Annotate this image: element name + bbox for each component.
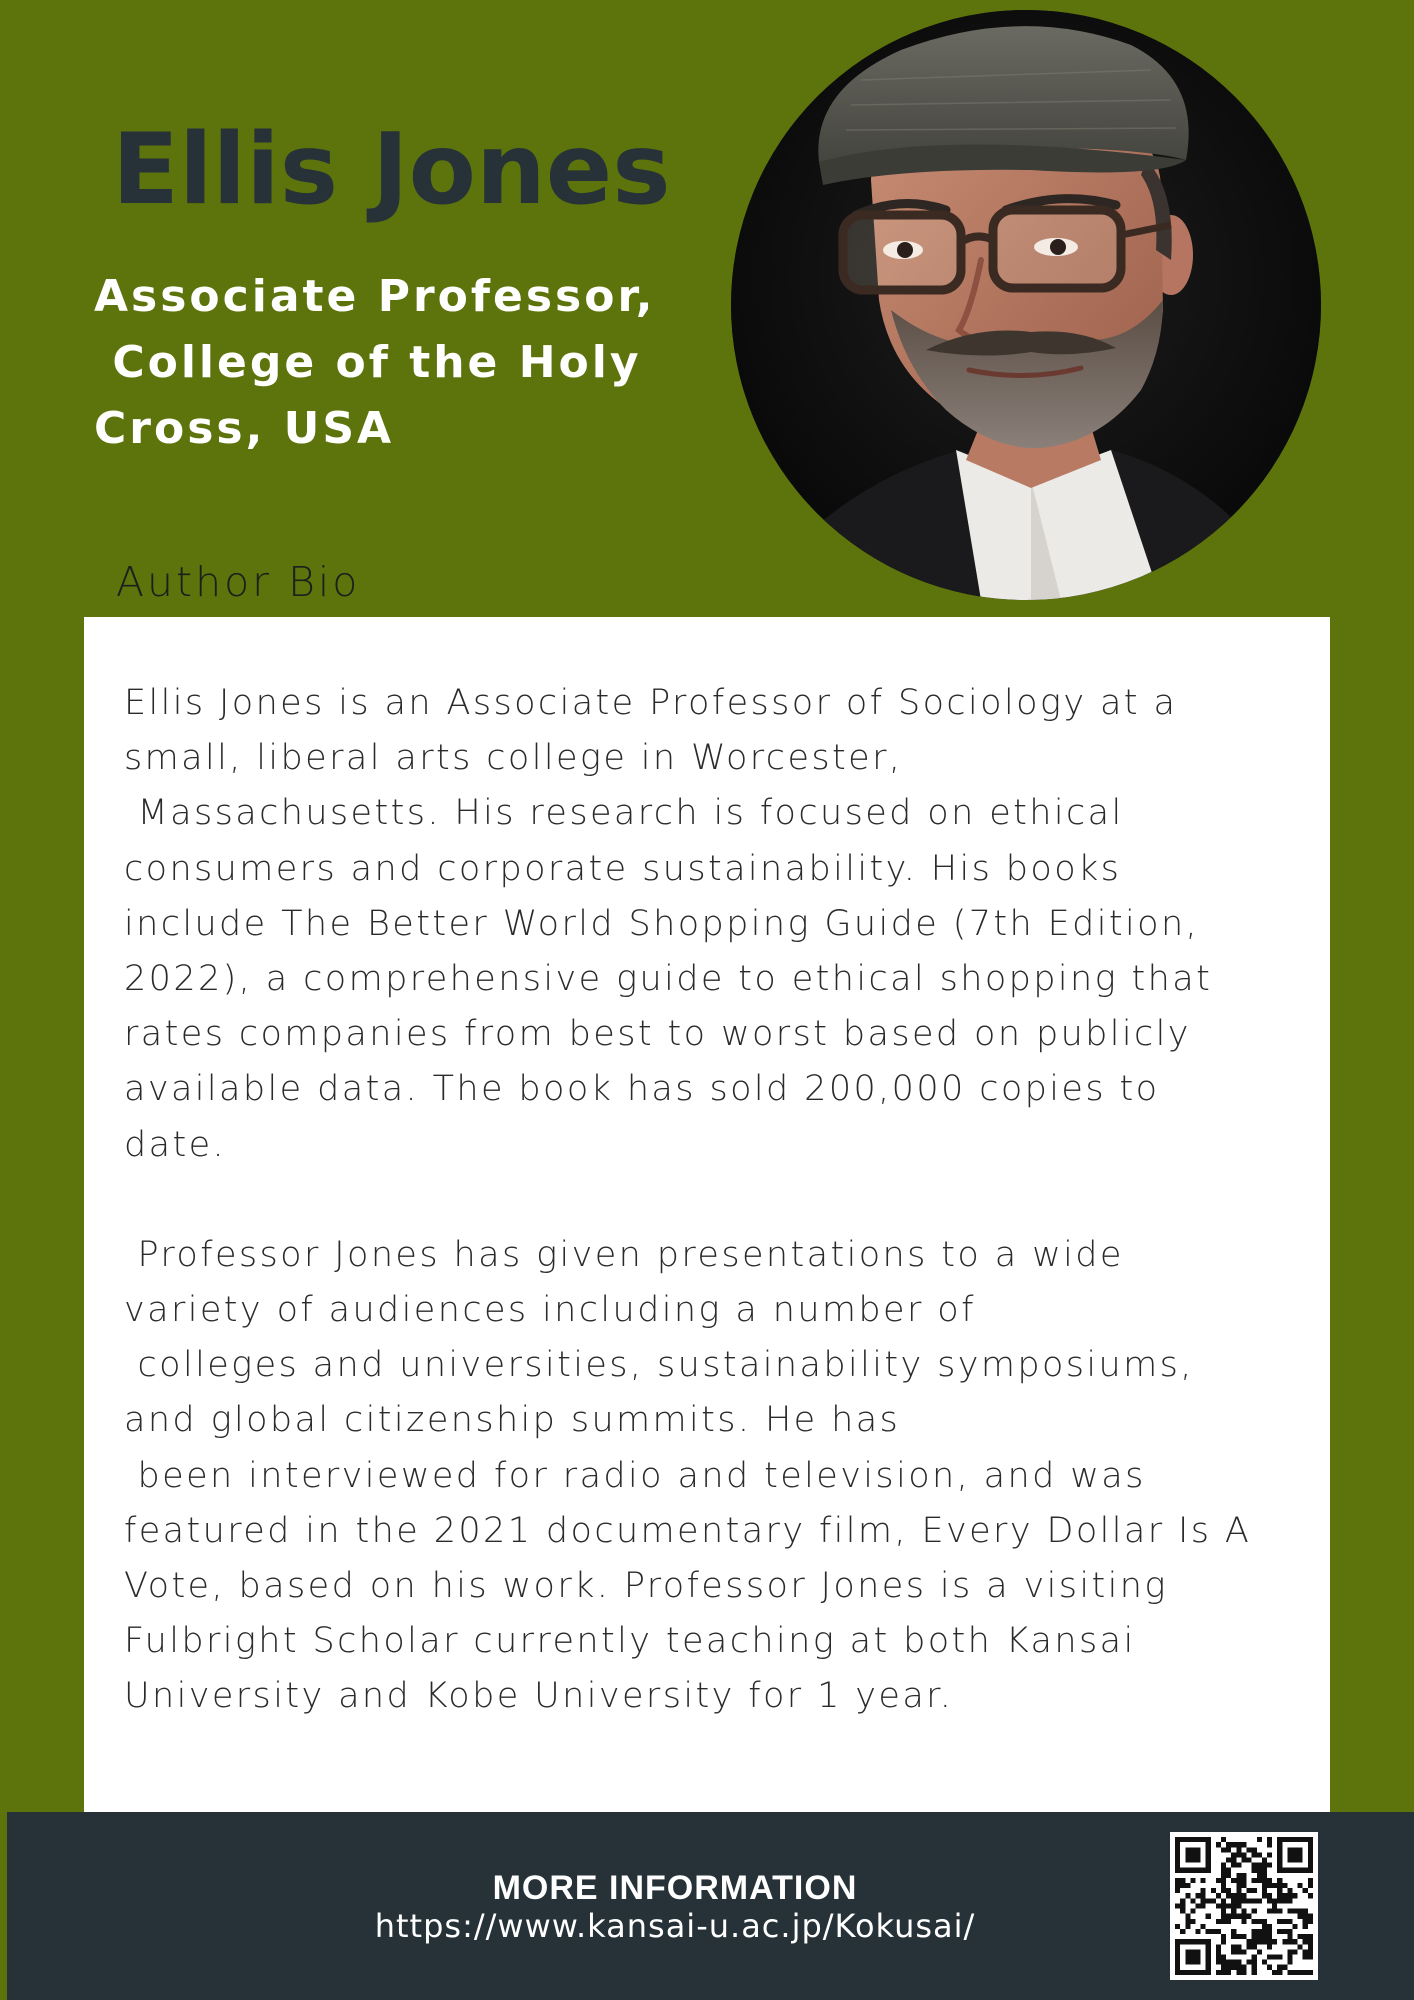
author-bio-heading: Author Bio [116, 558, 361, 606]
bio-line: available data. The book has sold 200,000 copies to [124, 1069, 1160, 1110]
paragraph-gap [124, 1173, 1324, 1228]
more-information-heading: MORE INFORMATION [492, 1869, 858, 1907]
bio-line: rates companies from best to worst based on publicly [124, 1014, 1191, 1055]
bio-line: date. [124, 1124, 227, 1165]
bio-line: 2022), a comprehensive guide to ethical shopping that [124, 958, 1213, 999]
bio-line: Vote, based on his work. Professor Jones is a visiting [124, 1566, 1168, 1606]
bio-line: consumers and corporate sustainability. His books [124, 848, 1122, 889]
portrait-photo-icon [731, 10, 1321, 600]
author-portrait [731, 10, 1321, 600]
bio-line: Ellis Jones is an Associate Professor of Sociology at a [124, 683, 1178, 723]
bio-text [124, 676, 1324, 1725]
bio-line: Massachusetts. His research is focused on ethical [124, 793, 1124, 834]
bio-line: featured in the 2021 documentary film, Every Dollar Is A [124, 1510, 1252, 1551]
bio-line: include The Better World Shopping Guide (7th Edition, [124, 903, 1200, 944]
bio-line: University and Kobe University for 1 year. [124, 1676, 954, 1717]
author-title-line: Associate Professor, [94, 271, 656, 322]
bio-line: small, liberal arts college in Worcester, [124, 738, 903, 779]
bio-line: and global citizenship summits. He has [124, 1400, 901, 1441]
qr-code[interactable] [1170, 1832, 1318, 1980]
qr-code-icon [1170, 1832, 1318, 1980]
more-information-link[interactable]: https://www.kansai-u.ac.jp/Kokusai/ [374, 1907, 976, 1945]
bio-line: variety of audiences including a number of [124, 1290, 976, 1331]
bio-line: Professor Jones has given presentations to a wide [124, 1234, 1124, 1275]
bio-line: colleges and universities, sustainability symposiums, [124, 1345, 1194, 1386]
bio-line: Fulbright Scholar currently teaching at both Kansai [124, 1621, 1136, 1662]
author-title-line: Cross, USA [94, 403, 395, 454]
author-name: Ellis Jones [112, 113, 671, 227]
author-title [94, 264, 694, 462]
author-title-line: College of the Holy [94, 337, 642, 388]
bio-line: been interviewed for radio and television, and was [124, 1455, 1146, 1496]
